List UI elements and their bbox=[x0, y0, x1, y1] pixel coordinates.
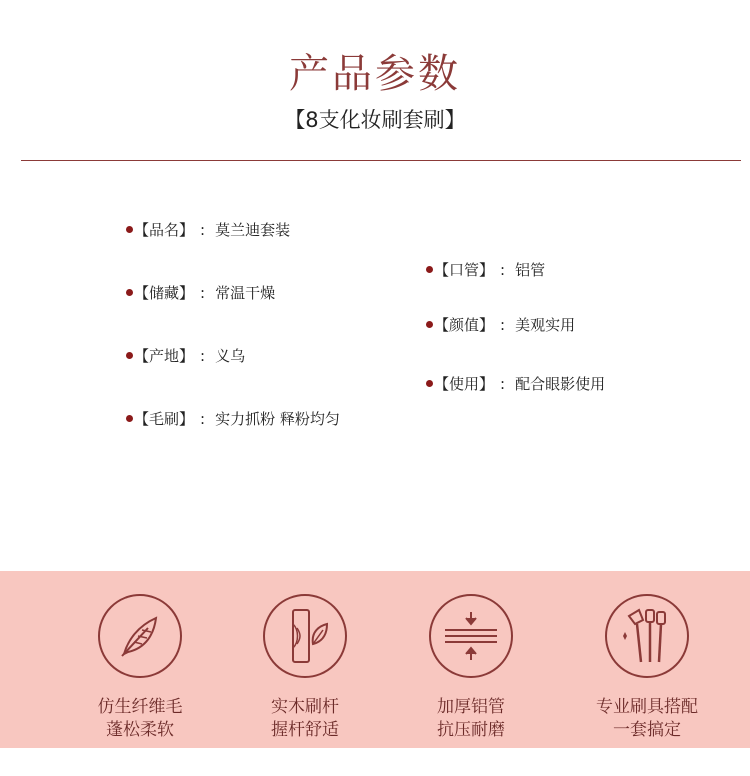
feature-line1: 实木刷杆 bbox=[271, 697, 339, 717]
spec-sep: : bbox=[500, 374, 506, 393]
spec-value: 实力抓粉 释粉均匀 bbox=[215, 410, 340, 428]
spec-label: 【口管】 bbox=[434, 261, 495, 279]
bullet-dot bbox=[126, 289, 133, 296]
spec-origin bbox=[126, 345, 245, 366]
feature-line2: 蓬松柔软 bbox=[106, 720, 174, 740]
spec-label: 【品名】 bbox=[134, 221, 195, 239]
bullet-dot bbox=[126, 226, 133, 233]
spec-sep: : bbox=[200, 409, 206, 428]
spec-label: 【产地】 bbox=[134, 347, 195, 365]
spec-bristle bbox=[126, 408, 340, 429]
feature-line1: 加厚铝管 bbox=[437, 697, 505, 717]
brush-set-icon bbox=[619, 606, 675, 666]
spec-value: 配合眼影使用 bbox=[515, 375, 606, 393]
spec-sep: : bbox=[500, 315, 506, 334]
feature-line2: 一套搞定 bbox=[613, 720, 681, 740]
spec-storage bbox=[126, 282, 275, 303]
feature-ferrule bbox=[381, 594, 561, 742]
wood-handle-icon bbox=[279, 608, 331, 664]
feature-line2: 握杆舒适 bbox=[271, 720, 339, 740]
feature-handle bbox=[215, 594, 395, 742]
bullet-dot bbox=[426, 266, 433, 273]
feather-icon bbox=[114, 610, 166, 662]
spec-value: 美观实用 bbox=[515, 316, 576, 334]
spec-sep: : bbox=[500, 260, 506, 279]
spec-value: 莫兰迪套装 bbox=[215, 221, 291, 239]
product-subtitle: 【8支化妆刷套刷】 bbox=[284, 108, 466, 132]
divider bbox=[21, 160, 741, 161]
compress-icon bbox=[443, 608, 499, 664]
spec-sep: : bbox=[200, 283, 206, 302]
icon-circle bbox=[605, 594, 689, 678]
spec-value: 铝管 bbox=[515, 261, 546, 279]
spec-name bbox=[126, 219, 290, 240]
spec-sep: : bbox=[200, 220, 206, 239]
spec-label: 【毛刷】 bbox=[134, 410, 195, 428]
page-title: 产品参数 bbox=[289, 51, 461, 97]
icon-circle bbox=[429, 594, 513, 678]
feature-line1: 专业刷具搭配 bbox=[596, 697, 698, 717]
spec-ferrule bbox=[426, 259, 545, 280]
spec-sep: : bbox=[200, 346, 206, 365]
bullet-dot bbox=[426, 321, 433, 328]
icon-circle bbox=[263, 594, 347, 678]
icon-circle bbox=[98, 594, 182, 678]
spec-value: 常温干燥 bbox=[215, 284, 276, 302]
bullet-dot bbox=[426, 380, 433, 387]
spec-usage bbox=[426, 373, 605, 394]
spec-label: 【使用】 bbox=[434, 375, 495, 393]
feature-set bbox=[557, 594, 737, 742]
feature-line1: 仿生纤维毛 bbox=[97, 697, 183, 717]
feature-line2: 抗压耐磨 bbox=[437, 720, 505, 740]
spec-value: 义乌 bbox=[215, 347, 246, 365]
feature-bristle bbox=[50, 594, 230, 742]
spec-label: 【储藏】 bbox=[134, 284, 195, 302]
spec-label: 【颜值】 bbox=[434, 316, 495, 334]
bullet-dot bbox=[126, 352, 133, 359]
bullet-dot bbox=[126, 415, 133, 422]
spec-appearance bbox=[426, 314, 575, 335]
